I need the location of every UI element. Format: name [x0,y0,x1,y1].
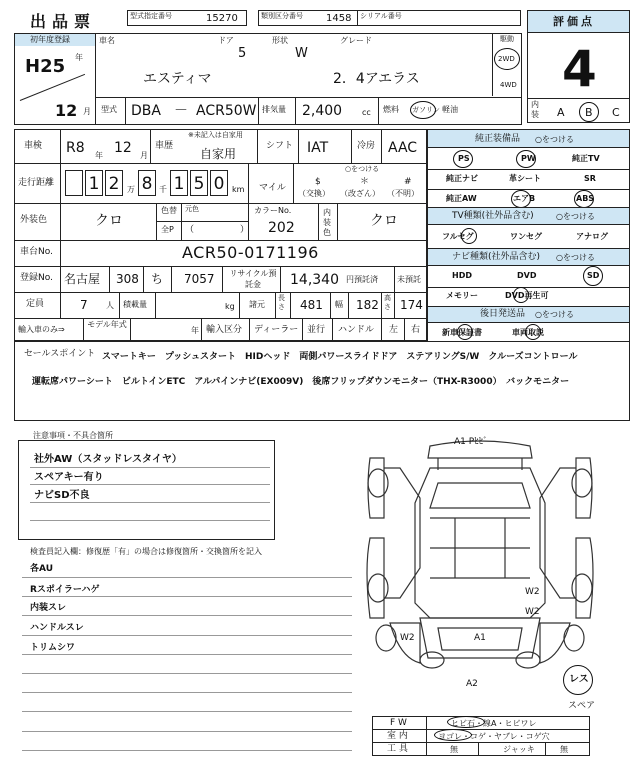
load-label: 積載量 [123,300,147,309]
row5-vline-2 [109,266,110,292]
inspector-line [22,711,352,712]
inspection-month: 12 [114,140,132,156]
mileage-digit-2: 2 [105,170,123,196]
mileage-sen: 千 [159,185,167,194]
mileage-digit-0 [65,170,83,196]
equip-item: 純正ナビ [446,174,478,183]
chassis-value: ACR50-0171196 [182,243,319,262]
equip-item-circle [516,150,536,168]
docs-warranty-circle [457,324,473,340]
inspector-line [22,615,352,616]
row1-vline-6 [381,129,382,163]
row-line-5 [14,292,427,293]
inspector-line [22,654,352,655]
inspector-line [22,673,352,674]
meter-opt1-sym: $ [315,177,321,187]
car-info-vline-2 [492,34,493,96]
mileage-digit-3: 8 [138,170,156,196]
door-value: 5 [238,46,247,61]
model-year-label: モデル年式 [87,320,127,329]
row6-vline-3 [155,292,156,318]
docs-manual-circle [525,324,541,340]
equip-header [428,130,629,148]
diagram-w2-1: W2 [525,587,540,597]
row5-vline-1 [60,266,61,292]
row7-vline-5 [302,318,303,341]
reg-num2: 7057 [184,272,215,286]
bottom-room-label: 室 内 [387,731,408,741]
spare-circle-text: レス [569,674,589,685]
row2-vline-2 [248,163,249,203]
row5-vline-7 [394,266,395,292]
model-code-value: 15270 [206,13,238,24]
inspector-item-2: Rスポイラーハゲ [30,585,100,595]
inspector-line [22,577,352,578]
row7-vline-2 [130,318,131,341]
ac-label: 冷房 [357,141,376,151]
meter-opt3: （不明） [387,189,419,198]
inspection-month-unit: 月 [140,151,148,160]
bottom-room-circle [434,729,472,741]
bottom-vline-3 [545,742,546,756]
row6-vline-10 [394,292,395,318]
mileage-digit-5: 5 [190,170,208,196]
meter-opt2: （改ざん） [340,189,380,198]
recycle-unpaid: 未預託 [397,275,421,284]
reg-kana: ち [151,272,164,286]
equip-note: ○をつける [535,135,574,144]
handle-label: ハンドル [338,325,375,335]
bottom-tools-label: 工 具 [387,744,408,754]
first-reg-label: 初年度登録 [30,35,70,44]
row6-vline-7 [330,292,331,318]
first-reg-era: H25 [25,56,66,77]
import-label: 輸入車のみ⇒ [18,325,65,334]
nav-dvd: DVD [517,271,537,280]
mile-label: マイル [259,183,286,193]
diagram-a1: A1 [474,633,486,643]
length-value: 481 [300,298,323,312]
docs-manual: 車両取説 [512,328,544,337]
inspector-item-4: ハンドルスレ [30,623,84,633]
car-name-value: エスティマ [143,71,212,87]
shift-label: シフト [266,141,294,151]
fuel-value: ガソリン [412,106,440,114]
row2-vline-1 [60,163,61,203]
notes-line-1 [30,467,270,468]
row6-vline-1 [60,292,61,318]
load-unit: kg [225,302,235,311]
notes-title: 注意事項・不具合箇所 [33,431,113,440]
capacity-unit: 人 [106,301,114,310]
grade-label: グレード [340,36,372,45]
car-diagram [360,428,600,698]
bottom-room-values: ヨゴレ・コゲ・ヤブレ・コゲ穴 [438,732,550,741]
row1-vline-5 [351,129,352,163]
diagram-w2-2: W2 [525,607,540,617]
equip-item: 純正AW [446,194,477,203]
note-item-1: 社外AW（スタッドレスタイヤ） [34,454,182,465]
tv-analog: アナログ [576,232,608,241]
inspector-title: 検査員記入欄：修復歴「有」の場合は修復箇所・交換箇所を記入 [30,547,262,556]
paren-open: （ [185,225,195,235]
type-dash: － [174,103,188,119]
serial-label: シリアル番号 [360,12,402,20]
row5-vline-4 [171,266,172,292]
notes-line-2 [30,484,270,485]
meter-opt1: （交換） [298,189,330,198]
docs-title: 後日発送品 [480,309,526,319]
interior-grade-a: A [557,106,565,119]
disp-label: 排気量 [262,105,286,114]
color-change-label: 色替 [161,206,177,215]
shape-value: W [295,46,308,61]
tv-fullseg: フルセグ [442,232,474,241]
car-info-vline-4 [258,97,259,124]
equip-row-line [428,169,629,170]
bottom-vline-2 [478,742,479,756]
dealer-option: ディーラー [254,325,299,335]
width-value: 182 [356,298,379,312]
capacity-value: 7 [80,298,88,312]
nav-dvd-play-circle [513,287,529,303]
model-code-label: 型式指定番号 [130,12,172,20]
bottom-jack-label: ジャッキ [503,745,535,754]
drive-label: 駆動 [500,35,514,43]
mileage-km: km [232,185,245,194]
inspector-line [22,731,352,732]
first-reg-month: 12 [55,101,78,120]
recycle-label: リサイクル預託金 [229,269,277,289]
mileage-digit-1: 1 [85,170,103,196]
type-prefix: DBA [131,103,161,119]
row7-vline-3 [201,318,202,341]
reg-label: 登録No. [20,273,53,283]
fuel-label: 燃料 [383,105,399,114]
row6-vline-5 [275,292,276,318]
grade-divider [528,98,629,99]
diagram-a2: A2 [466,679,478,689]
equip-title: 純正装備品 [475,134,521,144]
row7-vline-7 [381,318,382,341]
inspection-year-unit: 年 [95,151,103,160]
height-value: 174 [400,298,423,312]
recycle-value: 14,340 [290,272,339,288]
sales-line-1: スマートキー プッシュスタート HIDヘッド 両側パワースライドドア ステアリングS/W クルーズコントロール [102,352,578,362]
interior-color-label: 内装色 [323,208,331,237]
bottom-tools-none: 無 [450,745,458,754]
row6-vline-4 [239,292,240,318]
car-info-vline-6 [378,97,379,124]
nav-title: ナビ種類(社外品含む) [452,252,541,262]
nav-memory: メモリー [446,291,478,300]
left-handle: 左 [389,325,399,335]
interior-grade-label: 内装 [531,100,539,119]
row3-inner-line [156,221,248,222]
door-label: ドア [218,36,234,45]
disp-unit: cc [362,108,371,117]
equip-item: SR [584,174,596,183]
inspector-line [22,692,352,693]
sales-top-line [14,341,630,342]
docs-note: ○をつける [535,310,574,319]
inspector-item-5: トリムシワ [30,643,76,653]
drive-2wd-circle [494,48,520,70]
equip-item: PS [458,154,470,163]
row-line-6 [14,318,427,319]
nav-sd-circle [583,266,603,286]
sales-label: セールスポイント [24,349,96,359]
inspection-label: 車検 [24,141,43,151]
row3-vline-1 [60,203,61,240]
row1-vline-2 [150,129,151,163]
color-label: 外装色 [20,215,48,225]
equip-row-line [428,189,629,190]
bottom-vline-1 [426,716,427,756]
row-line-2 [14,203,427,204]
bottom-fw-values: ヒビ石・線A・ヒビワレ [451,719,537,728]
row7-vline-1 [83,318,84,341]
parallel-option: 並行 [307,325,326,335]
keikyu-label: 軽油 [442,105,458,114]
width-label: 幅 [335,300,343,309]
car-info-vline-3 [125,97,126,124]
interior-color-value: クロ [370,213,398,229]
color-no-label: カラーNo. [254,206,292,215]
mileage-man: 万 [127,185,135,194]
tv-fullseg-circle [461,228,477,244]
row3-vline-6 [337,203,338,240]
class-code-label: 類別区分番号 [261,12,303,20]
right-handle: 右 [411,325,421,335]
first-reg-month-unit: 月 [83,107,91,116]
row1-vline-3 [257,129,258,163]
first-reg-year-unit: 年 [75,53,83,62]
ac-value: AAC [388,140,418,156]
meter-note: ○をつける [345,165,380,173]
equip-item: 革シート [509,174,541,183]
row-line-1 [14,163,427,164]
equip-item-circle [453,150,473,168]
row1-vline-1 [60,129,61,163]
car-name-label: 車名 [99,36,115,45]
shape-label: 形状 [272,36,288,45]
equip-item-circle [574,190,594,208]
tv-title: TV種類(社外品含む) [452,211,534,221]
nav-sd: SD [587,271,600,280]
history-note: ※未記入は自家用 [188,131,243,139]
color-all-label: 全P [161,225,174,234]
interior-grade-circle [579,102,599,122]
row5-vline-6 [280,266,281,292]
bottom-jack-none: 無 [560,745,568,754]
inspection-era: R8 [66,140,85,156]
row-line-3 [14,240,427,241]
row4-vline [60,240,61,266]
drive-4wd: 4WD [500,81,517,89]
grade-score: 4 [562,40,597,98]
row6-vline-8 [348,292,349,318]
shift-value: IAT [307,140,329,156]
car-info-vline-1 [95,34,96,124]
nav-note: ○をつける [556,253,595,262]
row6-vline-6 [290,292,291,318]
tv-note: ○をつける [556,212,595,221]
row6-vline-9 [381,292,382,318]
note-item-2: スペアキー有り [34,472,104,483]
inspector-line [22,596,352,597]
mileage-digit-4: 1 [170,170,188,196]
diagram-top-label: A1 Pﾋﾋﾞ [454,437,488,447]
inspector-item-3: 内装スレ [30,603,67,613]
inspector-line [22,635,352,636]
docs-header [428,306,629,323]
reg-city: 名古屋 [64,272,101,286]
meter-opt2-sym: ＊ [360,177,370,187]
nav-divider [428,287,629,288]
bottom-fw-circle [447,716,485,728]
car-info-vline-5 [295,97,296,124]
disp-value: 2,400 [302,103,343,119]
row7-vline-6 [332,318,333,341]
mileage-label: 走行距離 [18,178,55,188]
history-value: 自家用 [200,147,237,161]
reg-num1: 308 [116,272,139,286]
row3-vline-5 [318,203,319,240]
row7-vline-8 [404,318,405,341]
history-label: 車歴 [155,141,174,151]
color-value: クロ [95,213,123,229]
page-title: 出品票 [30,12,97,31]
row5-vline-3 [143,266,144,292]
docs-warranty: 新車保証書 [442,328,482,337]
note-item-3: ナビSD不良 [34,490,90,501]
interior-grade-c: C [612,106,620,119]
inspector-item-1: 各AU [30,564,53,574]
equip-item: ABS [576,194,595,203]
import-year-unit: 年 [191,326,199,335]
spec-label: 諸元 [249,300,265,309]
paren-close: ） [240,225,250,235]
recycle-unit: 円預託済 [346,275,378,284]
row7-vline-4 [249,318,250,341]
import-class-label: 輸入区分 [206,325,243,335]
notes-line-3 [30,502,270,503]
equip-item: エアB [513,194,536,203]
type-value: ACR50W [196,103,257,119]
diagram-w2-3: W2 [400,633,415,643]
nav-dvd-play: DVD再生可 [505,291,549,300]
mileage-digit-6: 0 [210,170,228,196]
type-label: 型式 [101,105,117,114]
row1-vline-4 [298,129,299,163]
fuel-circle [410,101,436,119]
car-info-hline [95,97,521,98]
bottom-fw-label: F W [390,718,407,728]
capacity-label: 定員 [26,299,45,309]
grade-title: 評価点 [553,15,595,28]
grade-value: 2．4アエラス [333,71,420,87]
nav-hdd: HDD [452,271,472,280]
equip-item-circle [511,190,531,208]
equip-item: PW [521,154,536,163]
meter-opt3-sym: # [404,177,412,187]
height-label: 高さ [384,294,391,311]
color-no-value: 202 [268,220,295,236]
inspector-line [22,750,352,751]
bottom-row-line-1 [372,729,590,730]
chassis-label: 車台No. [20,247,53,257]
row-line-4 [14,266,427,267]
spare-label: スペア [568,701,596,711]
row5-vline-5 [222,266,223,292]
original-color-label: 元色 [185,205,199,213]
row3-vline-4 [248,203,249,240]
length-label: 長さ [278,294,285,311]
sales-line-2: 運転席パワーシート ビルトインETC アルパインナビ(EX009V) 後席フリップダウンモニター（THX-R3000） バックモニター [32,377,570,387]
class-code-value: 1458 [326,13,352,24]
bottom-row-line-2 [372,742,590,743]
row2-vline-3 [293,163,294,203]
notes-line-4 [30,520,270,521]
tv-oneseg: ワンセグ [510,232,542,241]
equip-item: 純正TV [572,154,600,163]
row6-vline-2 [119,292,120,318]
interior-grade-b: B [585,106,593,119]
row3-vline-3 [181,203,182,240]
drive-2wd: 2WD [498,55,515,63]
